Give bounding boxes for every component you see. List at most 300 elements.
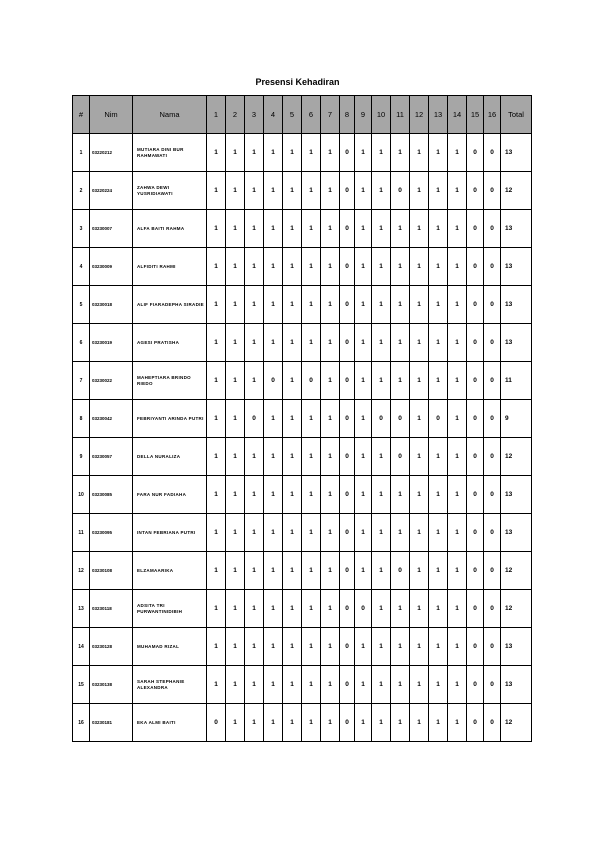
attendance-cell: 1	[283, 324, 302, 362]
attendance-cell: 1	[391, 628, 410, 666]
attendance-cell: 1	[226, 704, 245, 742]
total-cell: 13	[501, 628, 532, 666]
attendance-cell: 1	[283, 438, 302, 476]
attendance-cell: 1	[410, 324, 429, 362]
attendance-cell: 1	[372, 514, 391, 552]
table-row	[73, 628, 532, 666]
attendance-cell: 1	[245, 552, 264, 590]
attendance-cell: 1	[302, 704, 321, 742]
column-header: 11	[391, 96, 410, 134]
table-row	[73, 172, 532, 210]
attendance-cell: 0	[467, 704, 484, 742]
attendance-cell: 1	[355, 476, 372, 514]
attendance-cell: 1	[410, 628, 429, 666]
attendance-cell: 1	[321, 514, 340, 552]
attendance-cell: 1	[410, 552, 429, 590]
total-cell: 13	[501, 514, 532, 552]
attendance-cell: 1	[448, 210, 467, 248]
attendance-cell: 1	[207, 628, 226, 666]
attendance-cell: 1	[429, 324, 448, 362]
column-header: 3	[245, 96, 264, 134]
column-header: #	[73, 96, 90, 134]
attendance-cell: 1	[207, 172, 226, 210]
total-cell: 13	[501, 476, 532, 514]
attendance-cell: 1	[302, 134, 321, 172]
attendance-cell: 1	[226, 590, 245, 628]
attendance-cell: 1	[410, 400, 429, 438]
attendance-cell: 1	[283, 362, 302, 400]
attendance-cell: 0	[340, 248, 355, 286]
attendance-cell: 1	[429, 362, 448, 400]
attendance-cell: 1	[245, 324, 264, 362]
attendance-cell: 1	[355, 514, 372, 552]
name-cell: ALFIDITI RAHMI	[133, 248, 207, 286]
column-header: Nama	[133, 96, 207, 134]
attendance-cell: 1	[410, 210, 429, 248]
nim-cell: 03230118	[90, 590, 133, 628]
nim-cell: 03230128	[90, 628, 133, 666]
attendance-cell: 1	[207, 590, 226, 628]
attendance-cell: 1	[355, 286, 372, 324]
attendance-cell: 1	[429, 134, 448, 172]
attendance-cell: 0	[391, 172, 410, 210]
attendance-cell: 1	[429, 514, 448, 552]
attendance-cell: 1	[226, 628, 245, 666]
nim-cell: 03230095	[90, 514, 133, 552]
row-number-cell: 11	[73, 514, 90, 552]
attendance-cell: 1	[283, 704, 302, 742]
table-row	[73, 438, 532, 476]
attendance-cell: 0	[467, 286, 484, 324]
attendance-cell: 1	[448, 134, 467, 172]
attendance-cell: 1	[410, 172, 429, 210]
attendance-cell: 1	[355, 400, 372, 438]
row-number-cell: 10	[73, 476, 90, 514]
attendance-cell: 1	[321, 400, 340, 438]
table-row	[73, 590, 532, 628]
attendance-cell: 1	[429, 476, 448, 514]
attendance-cell: 0	[340, 362, 355, 400]
attendance-cell: 1	[264, 438, 283, 476]
column-header: 4	[264, 96, 283, 134]
attendance-cell: 1	[264, 134, 283, 172]
attendance-cell: 1	[226, 286, 245, 324]
name-cell: ALFA BAITI RAHMA	[133, 210, 207, 248]
total-cell: 13	[501, 248, 532, 286]
attendance-cell: 1	[410, 248, 429, 286]
attendance-cell: 1	[226, 438, 245, 476]
attendance-cell: 1	[429, 704, 448, 742]
attendance-cell: 1	[283, 400, 302, 438]
attendance-cell: 1	[245, 590, 264, 628]
name-cell: FARA NUR FADIAHA	[133, 476, 207, 514]
total-cell: 12	[501, 590, 532, 628]
attendance-cell: 1	[321, 590, 340, 628]
attendance-cell: 0	[340, 704, 355, 742]
attendance-cell: 1	[283, 210, 302, 248]
attendance-cell: 0	[467, 476, 484, 514]
attendance-cell: 0	[340, 324, 355, 362]
attendance-cell: 0	[340, 628, 355, 666]
attendance-cell: 1	[283, 590, 302, 628]
attendance-cell: 1	[372, 590, 391, 628]
attendance-cell: 1	[448, 514, 467, 552]
attendance-cell: 0	[484, 590, 501, 628]
attendance-cell: 1	[429, 248, 448, 286]
row-number-cell: 7	[73, 362, 90, 400]
attendance-cell: 1	[321, 704, 340, 742]
row-number-cell: 15	[73, 666, 90, 704]
total-cell: 9	[501, 400, 532, 438]
name-cell: AGESI PRATISHA	[133, 324, 207, 362]
attendance-cell: 1	[226, 476, 245, 514]
attendance-cell: 1	[448, 286, 467, 324]
attendance-cell: 1	[283, 248, 302, 286]
attendance-cell: 1	[226, 134, 245, 172]
attendance-cell: 1	[245, 248, 264, 286]
attendance-cell: 1	[355, 172, 372, 210]
row-number-cell: 12	[73, 552, 90, 590]
attendance-cell: 1	[391, 210, 410, 248]
attendance-cell: 1	[245, 362, 264, 400]
attendance-cell: 1	[321, 210, 340, 248]
attendance-cell: 1	[355, 362, 372, 400]
attendance-cell: 1	[302, 590, 321, 628]
attendance-cell: 1	[429, 666, 448, 704]
attendance-cell: 0	[264, 362, 283, 400]
attendance-cell: 1	[372, 704, 391, 742]
attendance-cell: 1	[410, 590, 429, 628]
attendance-cell: 1	[355, 210, 372, 248]
attendance-cell: 1	[448, 172, 467, 210]
attendance-cell: 1	[448, 552, 467, 590]
attendance-cell: 1	[302, 666, 321, 704]
attendance-cell: 0	[245, 400, 264, 438]
attendance-cell: 1	[264, 552, 283, 590]
attendance-cell: 1	[391, 476, 410, 514]
attendance-cell: 1	[429, 552, 448, 590]
attendance-cell: 1	[302, 210, 321, 248]
name-cell: ALIF FIARADEPHA SIRADIE	[133, 286, 207, 324]
name-cell: ADSITA TRI PURWANTINIDIBIH	[133, 590, 207, 628]
attendance-cell: 1	[391, 514, 410, 552]
attendance-cell: 0	[372, 400, 391, 438]
attendance-cell: 1	[207, 400, 226, 438]
attendance-cell: 1	[355, 248, 372, 286]
attendance-cell: 0	[429, 400, 448, 438]
attendance-cell: 0	[467, 552, 484, 590]
total-cell: 12	[501, 438, 532, 476]
nim-cell: 03230009	[90, 248, 133, 286]
attendance-cell: 1	[429, 286, 448, 324]
row-number-cell: 16	[73, 704, 90, 742]
attendance-cell: 1	[207, 286, 226, 324]
attendance-cell: 1	[429, 210, 448, 248]
attendance-cell: 1	[207, 210, 226, 248]
attendance-cell: 1	[321, 666, 340, 704]
column-header: Total	[501, 96, 532, 134]
attendance-cell: 1	[321, 362, 340, 400]
name-cell: EKA ALMI BAITI	[133, 704, 207, 742]
table-row	[73, 248, 532, 286]
attendance-cell: 0	[340, 134, 355, 172]
attendance-cell: 0	[484, 248, 501, 286]
attendance-cell: 1	[448, 476, 467, 514]
attendance-cell: 1	[372, 438, 391, 476]
attendance-cell: 1	[264, 324, 283, 362]
column-header: 5	[283, 96, 302, 134]
row-number-cell: 1	[73, 134, 90, 172]
table-row	[73, 210, 532, 248]
attendance-cell: 0	[467, 514, 484, 552]
column-header: 2	[226, 96, 245, 134]
attendance-cell: 0	[340, 514, 355, 552]
attendance-cell: 0	[340, 552, 355, 590]
name-cell: ELZAMAARIKA	[133, 552, 207, 590]
column-header: 13	[429, 96, 448, 134]
attendance-cell: 1	[391, 666, 410, 704]
name-cell: MUHAMAD RIZAL	[133, 628, 207, 666]
attendance-cell: 0	[340, 438, 355, 476]
attendance-cell: 1	[391, 248, 410, 286]
attendance-cell: 1	[207, 476, 226, 514]
attendance-cell: 0	[391, 552, 410, 590]
attendance-cell: 1	[372, 286, 391, 324]
attendance-cell: 1	[321, 552, 340, 590]
attendance-cell: 0	[484, 514, 501, 552]
attendance-cell: 1	[391, 590, 410, 628]
total-cell: 13	[501, 666, 532, 704]
total-cell: 12	[501, 172, 532, 210]
attendance-cell: 1	[245, 438, 264, 476]
attendance-cell: 1	[245, 666, 264, 704]
attendance-cell: 1	[207, 134, 226, 172]
attendance-cell: 1	[448, 248, 467, 286]
attendance-cell: 1	[207, 438, 226, 476]
nim-cell: 03230057	[90, 438, 133, 476]
attendance-cell: 0	[467, 666, 484, 704]
attendance-cell: 1	[448, 438, 467, 476]
attendance-cell: 0	[484, 210, 501, 248]
attendance-cell: 1	[264, 590, 283, 628]
attendance-cell: 1	[391, 362, 410, 400]
attendance-cell: 1	[226, 210, 245, 248]
attendance-cell: 1	[264, 514, 283, 552]
table-row	[73, 286, 532, 324]
attendance-cell: 1	[429, 438, 448, 476]
attendance-cell: 1	[245, 476, 264, 514]
name-cell: DELLA NURALIZA	[133, 438, 207, 476]
attendance-cell: 1	[372, 210, 391, 248]
nim-cell: 03230007	[90, 210, 133, 248]
row-number-cell: 13	[73, 590, 90, 628]
row-number-cell: 8	[73, 400, 90, 438]
attendance-cell: 1	[448, 590, 467, 628]
attendance-cell: 1	[372, 172, 391, 210]
attendance-cell: 1	[245, 210, 264, 248]
attendance-cell: 0	[484, 438, 501, 476]
attendance-cell: 1	[355, 552, 372, 590]
attendance-cell: 0	[484, 286, 501, 324]
name-cell: ZAHWA DEWI YUSRIDIAWATI	[133, 172, 207, 210]
column-header: 8	[340, 96, 355, 134]
attendance-cell: 1	[283, 628, 302, 666]
attendance-cell: 1	[207, 324, 226, 362]
table-row	[73, 476, 532, 514]
attendance-cell: 1	[207, 514, 226, 552]
attendance-cell: 1	[448, 362, 467, 400]
attendance-cell: 1	[226, 514, 245, 552]
attendance-cell: 1	[264, 666, 283, 704]
attendance-cell: 0	[467, 362, 484, 400]
nim-cell: 03220212	[90, 134, 133, 172]
attendance-cell: 1	[321, 438, 340, 476]
attendance-cell: 1	[207, 552, 226, 590]
row-number-cell: 14	[73, 628, 90, 666]
attendance-cell: 1	[355, 324, 372, 362]
attendance-cell: 1	[302, 438, 321, 476]
attendance-cell: 1	[302, 514, 321, 552]
table-row	[73, 134, 532, 172]
attendance-cell: 1	[372, 362, 391, 400]
column-header: 6	[302, 96, 321, 134]
name-cell: INTAN FEBRIANA PUTRI	[133, 514, 207, 552]
table-row	[73, 552, 532, 590]
attendance-cell: 1	[264, 400, 283, 438]
attendance-cell: 0	[467, 210, 484, 248]
attendance-cell: 0	[391, 400, 410, 438]
nim-cell: 03230019	[90, 324, 133, 362]
attendance-cell: 1	[355, 134, 372, 172]
attendance-cell: 1	[283, 666, 302, 704]
attendance-cell: 1	[283, 134, 302, 172]
attendance-cell: 0	[484, 134, 501, 172]
attendance-cell: 0	[467, 628, 484, 666]
name-cell: MAHEPTIARA BRINDO RIEDO	[133, 362, 207, 400]
attendance-cell: 1	[372, 324, 391, 362]
attendance-cell: 1	[226, 362, 245, 400]
column-header: Nim	[90, 96, 133, 134]
attendance-cell: 1	[264, 172, 283, 210]
attendance-cell: 1	[207, 362, 226, 400]
attendance-cell: 1	[283, 286, 302, 324]
attendance-cell: 0	[207, 704, 226, 742]
page-title: Presensi Kehadiran	[255, 77, 340, 87]
total-cell: 11	[501, 362, 532, 400]
attendance-cell: 0	[484, 628, 501, 666]
total-cell: 13	[501, 134, 532, 172]
attendance-cell: 1	[391, 286, 410, 324]
attendance-cell: 0	[484, 704, 501, 742]
attendance-cell: 0	[484, 324, 501, 362]
attendance-cell: 1	[448, 628, 467, 666]
column-header: 14	[448, 96, 467, 134]
attendance-cell: 1	[448, 324, 467, 362]
table-row	[73, 666, 532, 704]
attendance-cell: 1	[355, 704, 372, 742]
attendance-cell: 0	[302, 362, 321, 400]
table-row	[73, 362, 532, 400]
attendance-cell: 1	[410, 666, 429, 704]
attendance-cell: 0	[467, 400, 484, 438]
attendance-cell: 1	[372, 628, 391, 666]
attendance-cell: 1	[410, 476, 429, 514]
attendance-cell: 1	[207, 248, 226, 286]
attendance-cell: 1	[391, 324, 410, 362]
attendance-cell: 1	[226, 324, 245, 362]
table-body	[73, 134, 532, 742]
attendance-cell: 0	[340, 286, 355, 324]
attendance-cell: 0	[484, 552, 501, 590]
table-header-row	[73, 96, 532, 134]
attendance-cell: 1	[429, 628, 448, 666]
attendance-cell: 1	[321, 286, 340, 324]
table-row	[73, 514, 532, 552]
attendance-cell: 0	[467, 438, 484, 476]
nim-cell: 03230042	[90, 400, 133, 438]
attendance-cell: 1	[226, 552, 245, 590]
attendance-cell: 1	[372, 552, 391, 590]
attendance-cell: 1	[429, 172, 448, 210]
attendance-cell: 0	[484, 476, 501, 514]
attendance-cell: 1	[321, 628, 340, 666]
attendance-cell: 1	[302, 400, 321, 438]
attendance-cell: 1	[372, 248, 391, 286]
attendance-cell: 1	[245, 628, 264, 666]
attendance-cell: 0	[340, 666, 355, 704]
attendance-cell: 1	[355, 666, 372, 704]
nim-cell: 03230018	[90, 286, 133, 324]
attendance-cell: 1	[302, 172, 321, 210]
attendance-cell: 1	[302, 286, 321, 324]
attendance-cell: 1	[372, 666, 391, 704]
total-cell: 13	[501, 324, 532, 362]
attendance-cell: 0	[340, 590, 355, 628]
attendance-cell: 1	[391, 704, 410, 742]
attendance-cell: 0	[467, 248, 484, 286]
attendance-cell: 1	[410, 134, 429, 172]
attendance-cell: 1	[283, 172, 302, 210]
attendance-cell: 1	[372, 476, 391, 514]
attendance-cell: 1	[321, 324, 340, 362]
attendance-cell: 1	[429, 590, 448, 628]
attendance-cell: 1	[226, 248, 245, 286]
table-row	[73, 324, 532, 362]
attendance-cell: 1	[264, 286, 283, 324]
column-header: 10	[372, 96, 391, 134]
column-header: 1	[207, 96, 226, 134]
attendance-cell: 0	[484, 666, 501, 704]
attendance-cell: 1	[283, 514, 302, 552]
attendance-cell: 0	[484, 362, 501, 400]
attendance-cell: 1	[264, 476, 283, 514]
attendance-cell: 1	[355, 628, 372, 666]
name-cell: SARAH STEPHANIE ALEXANDRA	[133, 666, 207, 704]
nim-cell: 03230181	[90, 704, 133, 742]
row-number-cell: 3	[73, 210, 90, 248]
attendance-cell: 1	[207, 666, 226, 704]
attendance-cell: 1	[302, 628, 321, 666]
total-cell: 13	[501, 286, 532, 324]
attendance-cell: 1	[448, 704, 467, 742]
attendance-cell: 1	[226, 172, 245, 210]
attendance-cell: 1	[264, 628, 283, 666]
attendance-cell: 0	[355, 590, 372, 628]
nim-cell: 03230108	[90, 552, 133, 590]
attendance-cell: 1	[448, 400, 467, 438]
attendance-cell: 1	[245, 134, 264, 172]
attendance-cell: 1	[302, 476, 321, 514]
